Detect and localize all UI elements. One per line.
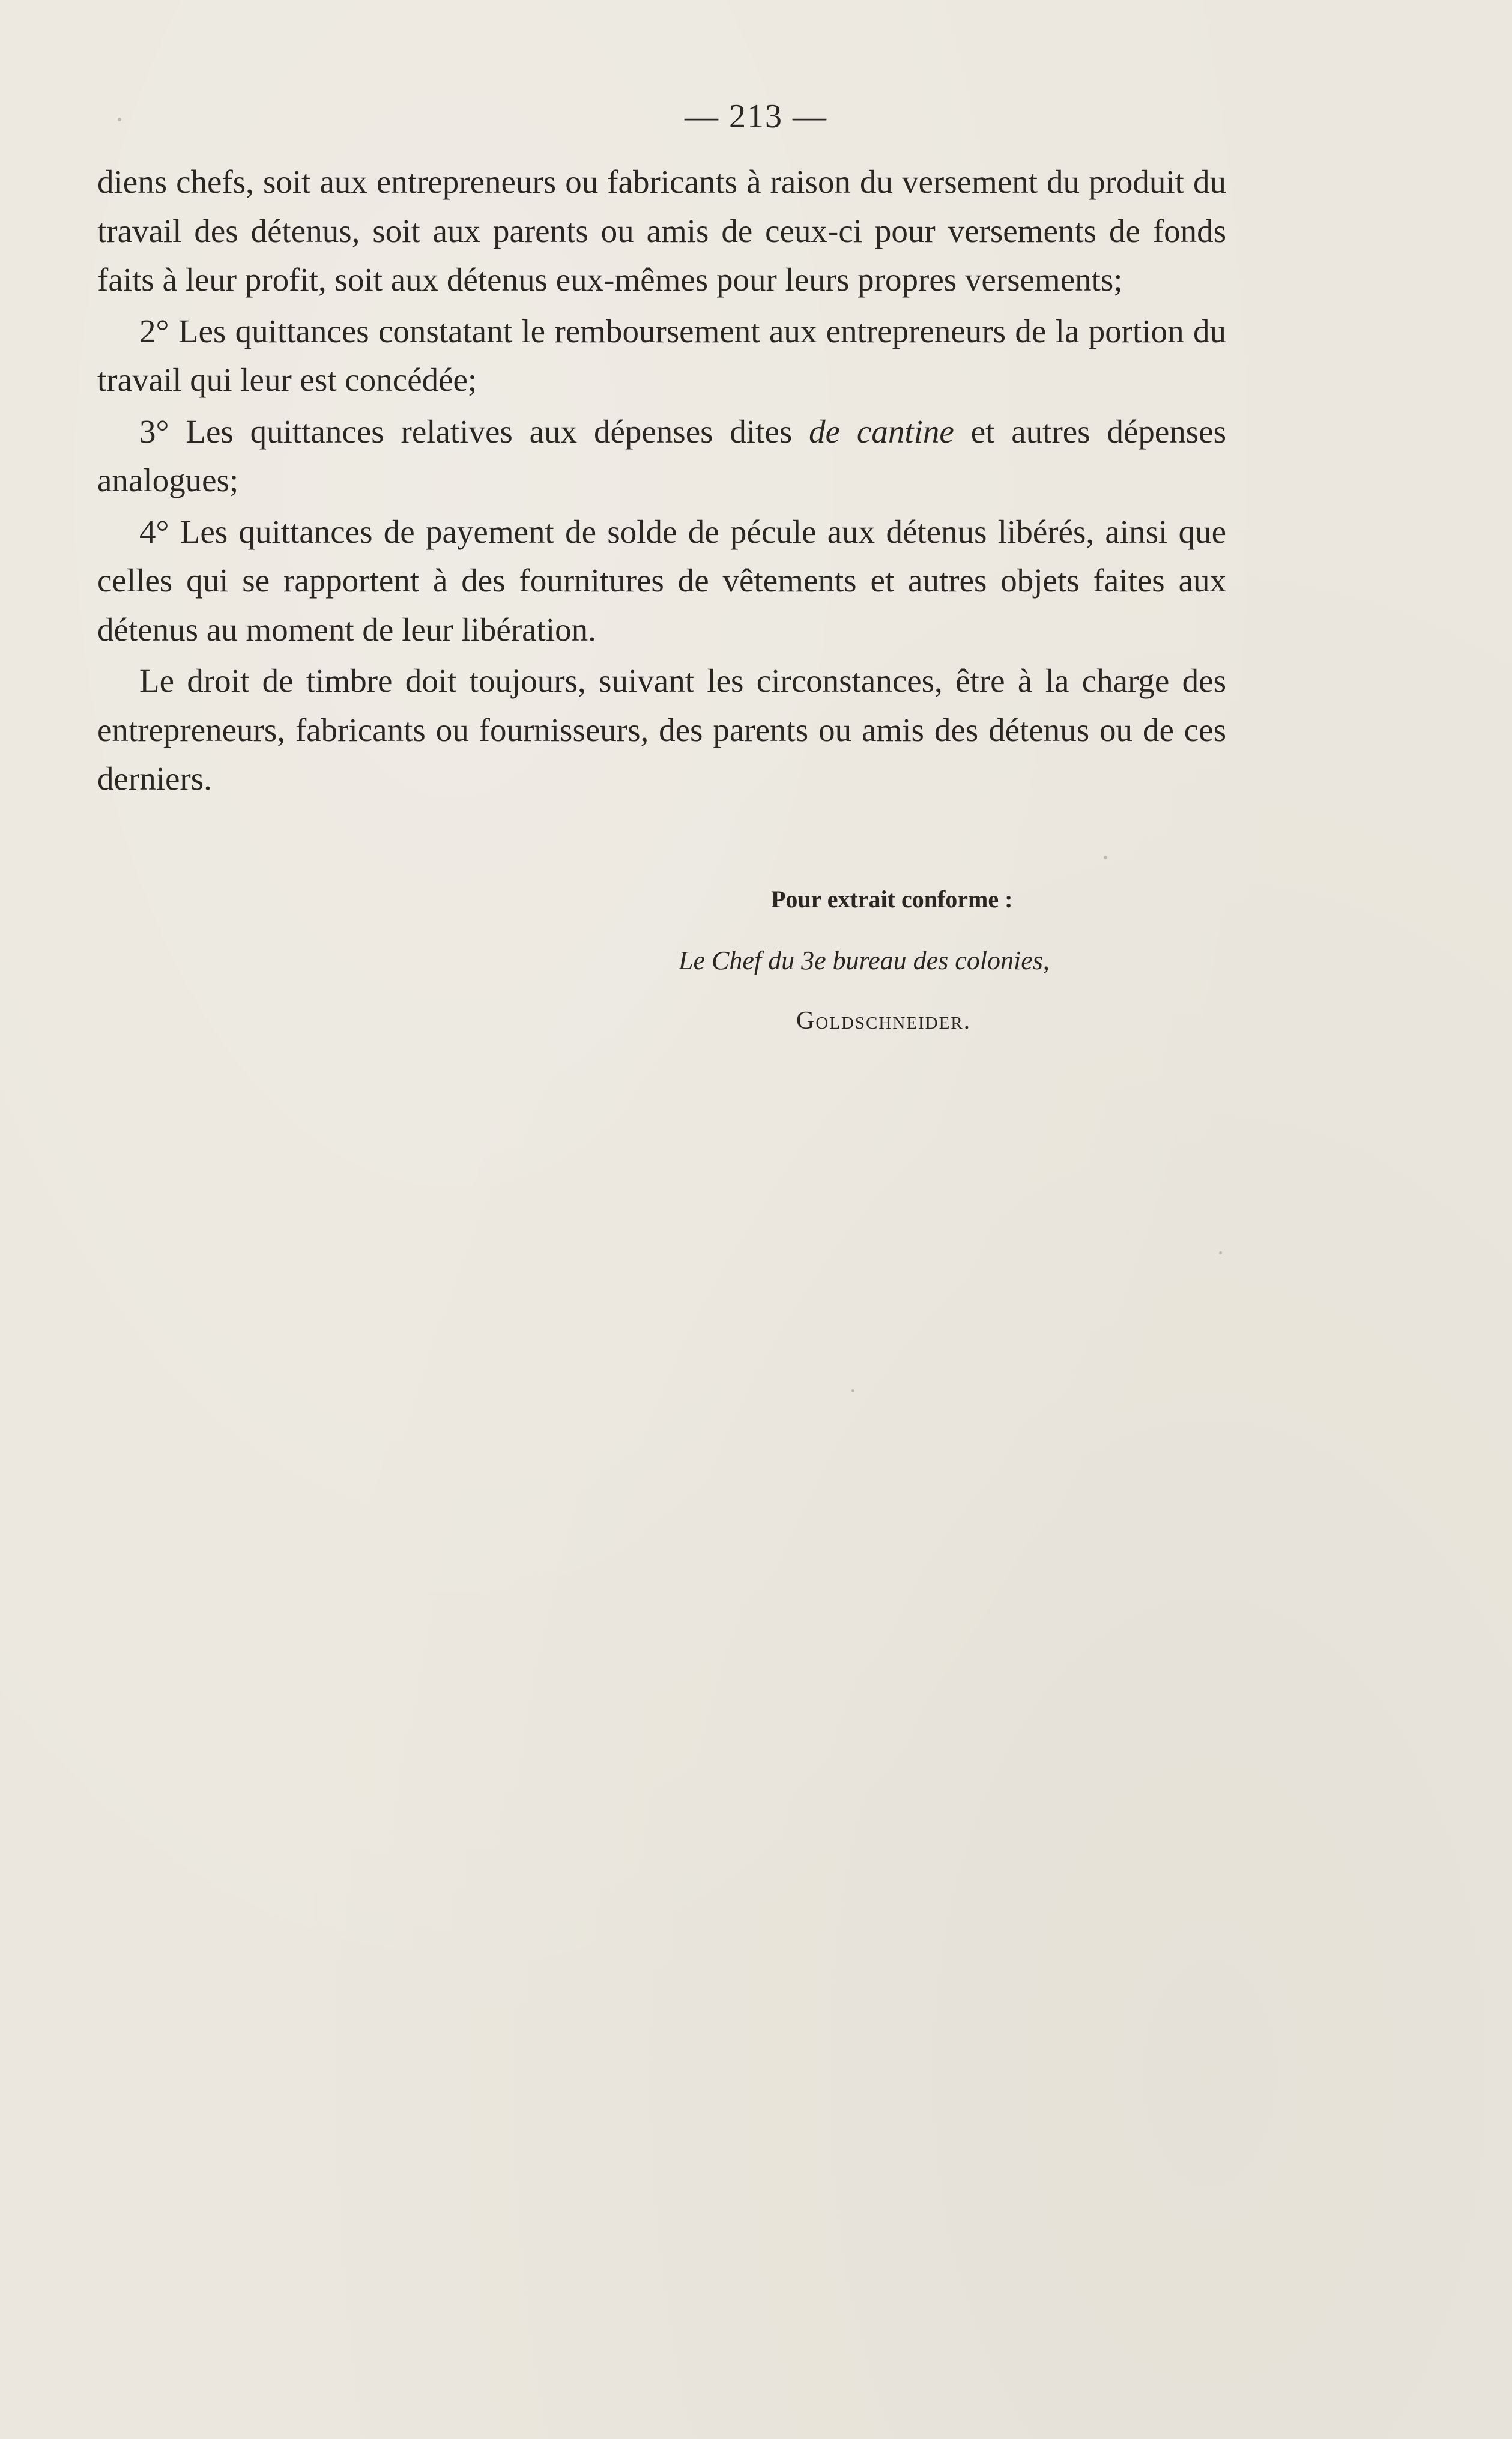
page-number: — 213 — xyxy=(685,98,827,135)
signature-title: Le Chef du 3e bureau des colonies, xyxy=(679,946,1050,975)
signature-name: Goldschneider. xyxy=(796,1007,972,1035)
body-text xyxy=(97,157,1226,803)
paragraph-continuation: diens chefs, soit aux entrepreneurs ou fabricants à raison du versement du produit du travail des détenus, soit aux parents ou amis de ceux-ci pour versements de fonds faits à leur profit, soit aux détenus eux-mêmes pour leurs propres versements; xyxy=(97,163,1226,298)
paragraph-item-4: 4° Les quittances de payement de solde de pécule aux détenus libérés, ainsi que celles qui se rapportent à des fournitures de vêtements et autres objets faites aux détenus au moment de leur libération. xyxy=(97,513,1226,648)
paper-speck xyxy=(118,118,121,121)
paragraph-item-2: 2° Les quittances constatant le remboursement aux entrepreneurs de la portion du travail qui leur est concédée; xyxy=(97,312,1226,398)
signature-extract-label: Pour extrait conforme : xyxy=(771,886,1013,913)
paper-speck xyxy=(1219,1251,1222,1254)
item-3-italic-term: de cantine xyxy=(809,413,954,450)
paragraph-item-3 xyxy=(97,407,1226,505)
paragraph-stamp-duty: Le droit de timbre doit toujours, suivant les circonstances, être à la charge des entrepreneurs, fabricants ou fournisseurs, des parents ou amis des détenus ou de ces derniers. xyxy=(97,662,1226,797)
item-3-text-start: 3° Les quittances relatives aux dépenses dites xyxy=(139,413,809,450)
paper-speck xyxy=(1104,856,1107,859)
paper-speck xyxy=(851,1389,854,1392)
item-3-text-end: et autres dépenses analogues; xyxy=(97,413,1226,498)
